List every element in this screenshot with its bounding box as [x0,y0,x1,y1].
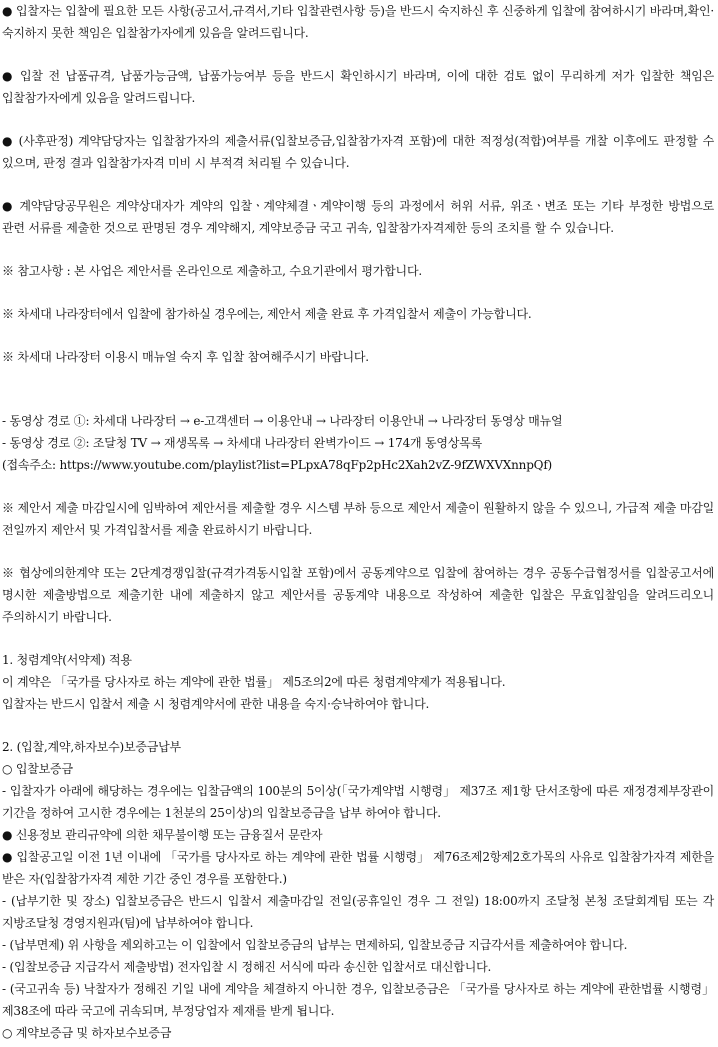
notice-paragraph: - (납부면제) 위 사항을 제외하고는 이 입찰에서 입찰보증금의 납부는 면제하되, 입찰보증금 지급각서를 제출하여야 합니다. [2,938,628,952]
notice-paragraph: ● 입찰자는 입찰에 필요한 모든 사항(공고서,규격서,기타 입찰관련사항 등)을 반드시 숙지하신 후 신중하게 입찰에 참여하시기 바라며,확인·숙지하지 못한 책임은 입찰참가자에게 있음을 알려드립니다. [2,4,714,40]
notice-paragraph: 2. (입찰,계약,하자보수)보증금납부 [2,740,181,754]
paragraph-spacer [2,715,714,736]
paragraph-spacer [2,174,714,195]
notice-paragraph: 1. 청렴계약(서약제) 적용 [2,653,132,667]
notice-paragraph: - 동영상 경로 ①: 차세대 나라장터 → e-고객센터 → 이용안내 → 나라장터 이용안내 → 나라장터 동영상 매뉴얼 [2,414,563,428]
notice-paragraph: ※ 참고사항 : 본 사업은 제안서를 온라인으로 제출하고, 수요기관에서 평가합니다. [2,264,422,278]
notice-paragraph: ※ 차세대 나라장터 이용시 매뉴얼 숙지 후 입찰 참여해주시기 바랍니다. [2,350,369,364]
notice-paragraph: ※ 협상에의한계약 또는 2단계경쟁입찰(규격가격동시입찰 포함)에서 공동계약으로 입찰에 참여하는 경우 공동수급협정서를 입찰공고서에 명시한 제출방법으로 제출기한 내에 제출하지 않고 제안서를 공동계약 내용으로 작성하여 제출한 입찰은 무효입찰임을 알려드리오니 주의하시기 바랍니다. [2,566,714,624]
notice-paragraph: - 동영상 경로 ②: 조달청 TV → 재생목록 → 차세대 나라장터 완벽가이드 → 174개 동영상목록 [2,436,483,450]
notice-paragraph: ○ 입찰보증금 [2,762,73,776]
notice-paragraph: ※ 제안서 제출 마감일시에 임박하여 제안서를 제출할 경우 시스템 부하 등으로 제안서 제출이 원활하지 않을 수 있으니, 가급적 제출 마감일 전일까지 제안서 및 가격입찰서를 제출 완료하시기 바랍니다. [2,501,714,537]
notice-paragraph: - (입찰보증금 지급각서 제출방법) 전자입찰 시 정해진 서식에 따라 송신한 입찰서로 대신합니다. [2,960,492,974]
notice-paragraph: (접속주소: https://www.youtube.com/playlist?list=PLpxA78qFp2pHc2Xah2vZ-9fZWXVXnnpQf) [2,458,553,472]
notice-paragraph: ● 입찰 전 납품규격, 납품가능금액, 납품가능여부 등을 반드시 확인하시기 바라며, 이에 대한 검토 없이 무리하게 저가 입찰한 책임은 입찰참가자에게 있음을 알려드립니다. [2,69,714,105]
paragraph-spacer [2,239,714,260]
paragraph-spacer [2,541,714,562]
notice-paragraph: ● 신용정보 관리규약에 의한 채무불이행 또는 금융질서 문란자 [2,828,323,842]
notice-paragraph: - (국고귀속 등) 낙찰자가 정해진 기일 내에 계약을 체결하지 아니한 경우, 입찰보증금은 「국가를 당사자로 하는 계약에 관한법률 시행령」 제38조에 따라 국고에 귀속되며, 부정당업자 제재를 받게 됩니다. [2,982,714,1018]
paragraph-spacer [2,325,714,346]
paragraph-spacer [2,476,714,497]
paragraph-spacer [2,282,714,303]
notice-paragraph: ● 입찰공고일 이전 1년 이내에 「국가를 당사자로 하는 계약에 관한 법률 시행령」 제76조제2항제2호가목의 사유로 입찰참가자격 제한을 받은 자(입찰참가자격 제한 기간 중인 경우를 포함한다.) [2,850,714,886]
paragraph-spacer [2,368,714,410]
notice-paragraph: 이 계약은 「국가를 당사자로 하는 계약에 관한 법률」 제5조의2에 따른 청렴계약제가 적용됩니다. [2,675,506,689]
notice-paragraph: ● (사후판정) 계약담당자는 입찰참가자의 제출서류(입찰보증금,입찰참가자격 포함)에 대한 적정성(적합)여부를 개찰 이후에도 판정할 수 있으며, 판정 결과 입찰참가자격 미비 시 부적격 처리될 수 있습니다. [2,134,714,170]
notice-paragraph: - (납부기한 및 장소) 입찰보증금은 반드시 입찰서 제출마감일 전일(공휴일인 경우 그 전일) 18:00까지 조달청 본청 조달회계팀 또는 각 지방조달청 경영지원과(팀)에 납부하여야 합니다. [2,894,714,930]
paragraph-spacer [2,109,714,130]
notice-paragraph: - 입찰자가 아래에 해당하는 경우에는 입찰금액의 100분의 5이상(「국가계약법 시행령」 제37조 제1항 단서조항에 따른 재정경제부장관이 기간을 정하여 고시한 경우에는 1천분의 25이상)의 입찰보증금을 납부 하여야 합니다. [2,784,714,820]
notice-paragraph: ○ 계약보증금 및 하자보수보증금 [2,1026,172,1040]
notice-paragraph: ※ 차세대 나라장터에서 입찰에 참가하실 경우에는, 제안서 제출 완료 후 가격입찰서 제출이 가능합니다. [2,307,532,321]
paragraph-spacer [2,44,714,65]
paragraph-spacer [2,628,714,649]
notice-paragraph: 입찰자는 반드시 입찰서 제출 시 청렴계약서에 관한 내용을 숙지·승낙하여야 합니다. [2,697,430,711]
notice-paragraph: ● 계약담당공무원은 계약상대자가 계약의 입찰ㆍ계약체결ㆍ계약이행 등의 과정에서 허위 서류, 위조ㆍ변조 또는 기타 부정한 방법으로 관련 서류를 제출한 것으로 판명된 경우 계약해지, 계약보증금 국고 귀속, 입찰참가자격제한 등의 조치를 할 수 있습니다. [2,199,714,235]
